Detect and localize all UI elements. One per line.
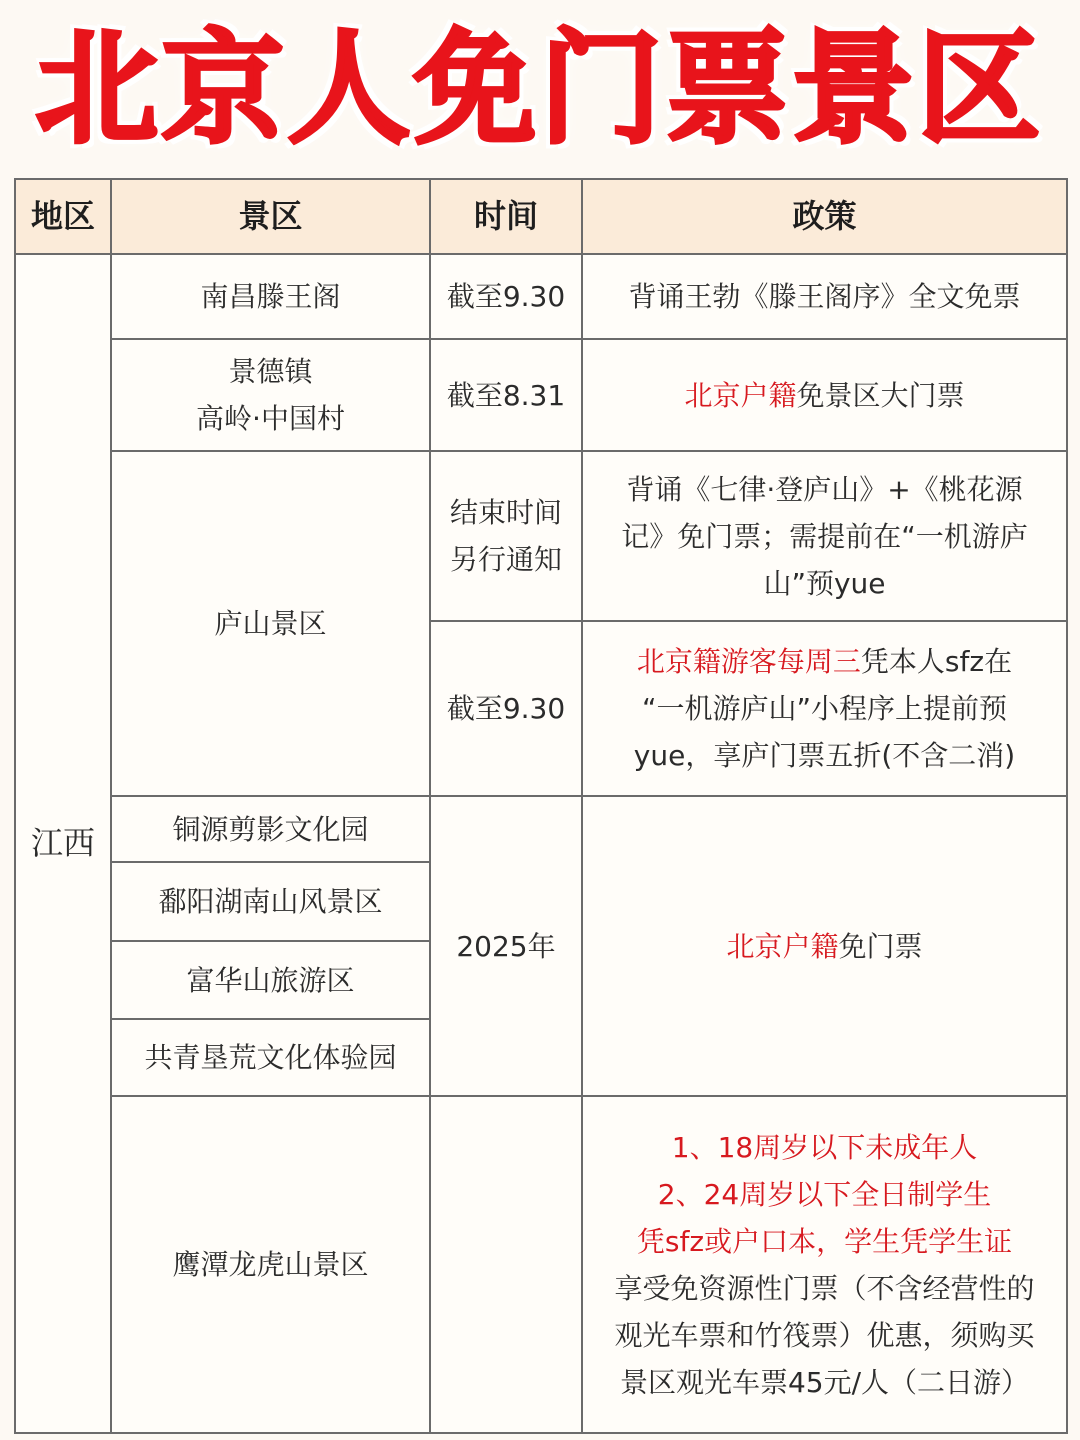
policy-text: 免门票 (838, 929, 923, 963)
policy-cell: 背诵王勃《滕王阁序》全文免票 (582, 254, 1067, 339)
time-cell: 截至8.31 (430, 339, 582, 451)
table-row (15, 796, 1067, 862)
header-policy: 政策 (582, 179, 1067, 254)
time-line: 另行通知 (449, 543, 562, 576)
time-cell: 截至9.30 (430, 621, 582, 796)
policy-line: yue，享庐门票五折(不含二消) (633, 739, 1016, 772)
spot-line: 景德镇 (228, 355, 313, 388)
table-row (15, 451, 1067, 621)
spot-cell: 南昌滕王阁 (111, 254, 430, 339)
header-time: 时间 (430, 179, 582, 254)
page-title (0, 0, 1080, 178)
spot-cell: 铜源剪影文化园 (111, 796, 430, 862)
policy-line: 景区观光车票45元/人（二日游） (619, 1365, 1030, 1399)
policy-line (591, 638, 1058, 685)
time-cell (430, 1096, 582, 1433)
table-row (15, 254, 1067, 339)
spot-cell: 鹰潭龙虎山景区 (111, 1096, 430, 1433)
header-region: 地区 (15, 179, 111, 254)
policy-highlight: 北京户籍 (684, 378, 797, 412)
policy-table (14, 178, 1068, 1434)
spot-cell: 庐山景区 (111, 451, 430, 796)
policy-line: 背诵《七律·登庐山》+《桃花源 (626, 472, 1023, 506)
spot-cell: 鄱阳湖南山风景区 (111, 862, 430, 941)
time-cell: 截至9.30 (430, 254, 582, 339)
policy-line: 1、18周岁以下未成年人 (671, 1130, 978, 1164)
region-cell: 江西 (15, 254, 111, 1433)
policy-cell (582, 796, 1067, 1096)
policy-line: “一机游庐山”小程序上提前预 (641, 692, 1007, 725)
spot-line: 高岭·中国村 (196, 402, 345, 435)
policy-line: 享受免资源性门票（不含经营性的 (614, 1271, 1035, 1305)
table-row (15, 339, 1067, 451)
policy-highlight: 北京籍游客每周三 (636, 645, 861, 678)
policy-line: 凭sfz或户口本，学生凭学生证 (636, 1224, 1013, 1258)
policy-line: 记》免门票；需提前在“一机游庐 (621, 519, 1028, 553)
time-line: 结束时间 (449, 496, 562, 529)
time-cell (430, 451, 582, 621)
header-spot: 景区 (111, 179, 430, 254)
policy-highlight: 北京户籍 (726, 929, 839, 963)
policy-text: 免景区大门票 (796, 378, 965, 412)
policy-cell (582, 1096, 1067, 1433)
policy-text: 凭本人sfz在 (860, 645, 1013, 678)
table-header-row (15, 179, 1067, 254)
table-row (15, 1096, 1067, 1433)
policy-cell (582, 451, 1067, 621)
spot-cell: 共青垦荒文化体验园 (111, 1019, 430, 1096)
spot-cell: 富华山旅游区 (111, 941, 430, 1019)
policy-cell (582, 339, 1067, 451)
spot-cell (111, 339, 430, 451)
time-cell: 2025年 (430, 796, 582, 1096)
policy-line: 山”预yue (763, 566, 886, 600)
policy-cell (582, 621, 1067, 796)
policy-line: 2、24周岁以下全日制学生 (657, 1177, 992, 1211)
policy-line: 观光车票和竹筏票）优惠，须购买 (614, 1318, 1035, 1352)
page-title-text: 北京人免门票景区 (36, 18, 1044, 160)
